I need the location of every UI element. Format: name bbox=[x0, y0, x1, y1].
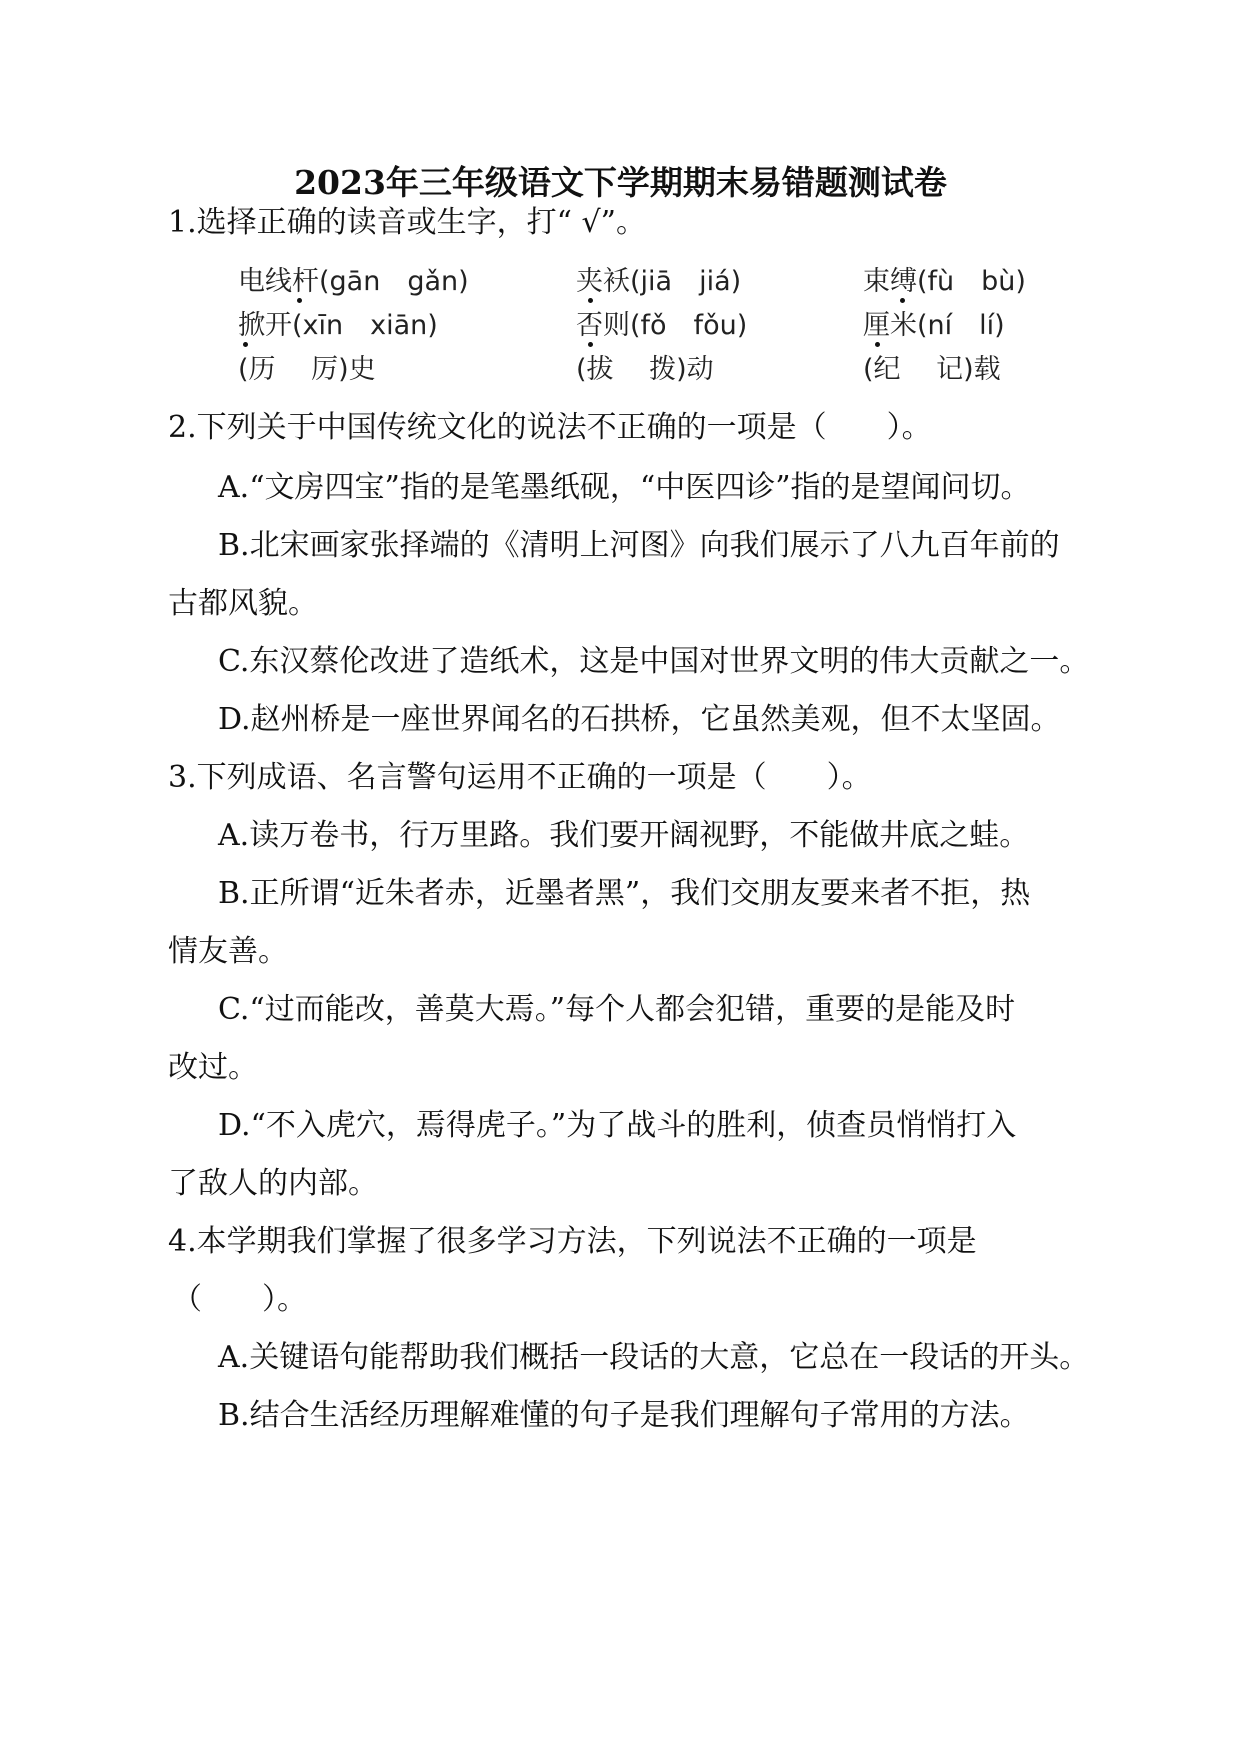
question-1-stem: 1.选择正确的读音或生字，打“ √”。 bbox=[168, 205, 646, 240]
question-3-option-c: C.“过而能改，善莫大焉。”每个人都会犯错，重要的是能及时 bbox=[218, 992, 1016, 1027]
question-3-option-d: D.“不入虎穴，焉得虎子。”为了战斗的胜利，侦查员悄悄打入 bbox=[218, 1108, 1017, 1143]
question-2-stem: 2.下列关于中国传统文化的说法不正确的一项是（ ）。 bbox=[168, 410, 932, 445]
emphasis-dot bbox=[588, 342, 593, 347]
emphasis-dot bbox=[900, 298, 905, 303]
question-2-option-d: D.赵州桥是一座世界闻名的石拱桥，它虽然美观，但不太坚固。 bbox=[218, 702, 1061, 737]
question-3-option-b-cont: 情友善。 bbox=[168, 934, 288, 969]
emphasis-dot bbox=[588, 298, 593, 303]
question-3-option-c-cont: 改过。 bbox=[168, 1050, 258, 1085]
q1-item-limi: 厘米(ní lí) bbox=[863, 310, 1005, 341]
emphasis-dot bbox=[243, 342, 248, 347]
question-4-option-a: A.关键语句能帮助我们概括一段话的大意，它总在一段话的开头。 bbox=[218, 1340, 1090, 1375]
q1-item-dianxiangan: 电线杆(gān gǎn) bbox=[238, 266, 469, 297]
question-3-option-d-cont: 了敌人的内部。 bbox=[168, 1166, 378, 1201]
question-2-option-b-cont: 古都风貌。 bbox=[168, 586, 318, 621]
question-4-option-b: B.结合生活经历理解难懂的句子是我们理解句子常用的方法。 bbox=[218, 1398, 1030, 1433]
question-2-option-a: A.“文房四宝”指的是笔墨纸砚，“中医四诊”指的是望闻问切。 bbox=[218, 470, 1031, 505]
q1-item-jiaao: 夹袄(jiā jiá) bbox=[576, 266, 742, 297]
question-3-option-b: B.正所谓“近朱者赤，近墨者黑”，我们交朋友要来者不拒，热 bbox=[218, 876, 1031, 911]
q1-item-shufu: 束缚(fù bù) bbox=[863, 266, 1026, 297]
question-2-option-c: C.东汉蔡伦改进了造纸术，这是中国对世界文明的伟大贡献之一。 bbox=[218, 644, 1090, 679]
question-3-option-a: A.读万卷书，行万里路。我们要开阔视野，不能做井底之蛙。 bbox=[218, 818, 1030, 853]
emphasis-dot bbox=[875, 342, 880, 347]
q1-item-fouze: 否则(fǒ fǒu) bbox=[576, 310, 748, 341]
q1-item-xiankai: 掀开(xīn xiān) bbox=[238, 310, 438, 341]
page-title: 2023年三年级语文下学期期末易错题测试卷 bbox=[294, 163, 947, 202]
q1-item-lishi: (历 厉)史 bbox=[238, 354, 376, 385]
q1-item-jizai: (纪 记)载 bbox=[863, 354, 1001, 385]
q1-item-badong: (拔 拨)动 bbox=[576, 354, 714, 385]
question-4-stem: 4.本学期我们掌握了很多学习方法，下列说法不正确的一项是 bbox=[168, 1224, 977, 1259]
question-2-option-b: B.北宋画家张择端的《清明上河图》向我们展示了八九百年前的 bbox=[218, 528, 1060, 563]
question-4-stem-cont: （ ）。 bbox=[172, 1282, 307, 1317]
emphasis-dot bbox=[297, 298, 302, 303]
question-3-stem: 3.下列成语、名言警句运用不正确的一项是（ ）。 bbox=[168, 760, 872, 795]
